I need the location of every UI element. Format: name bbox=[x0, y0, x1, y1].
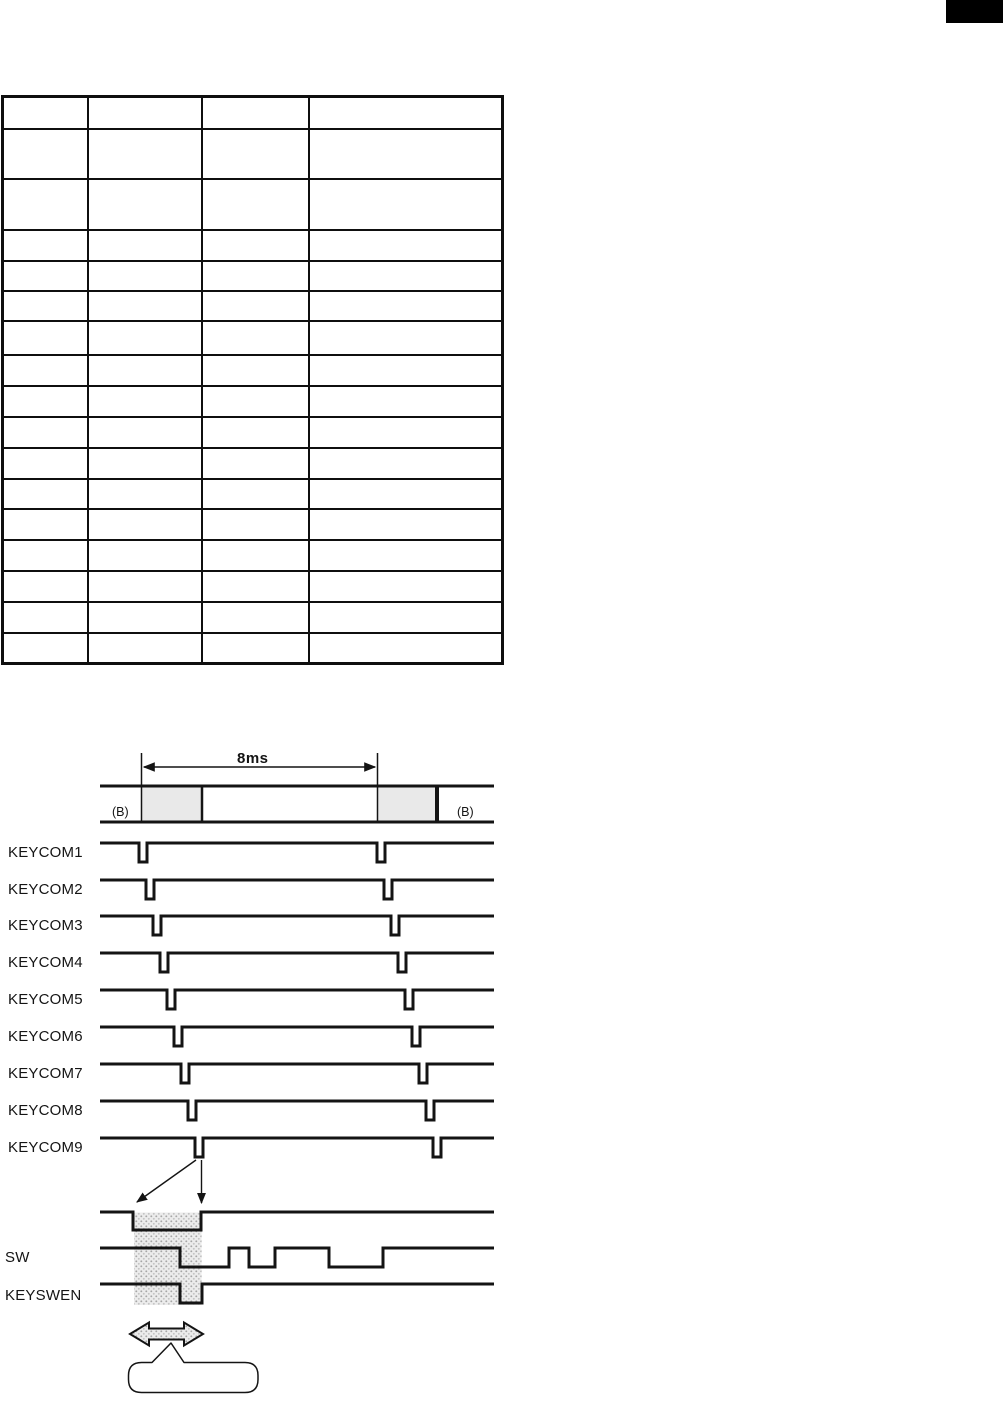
band-segment-b2 bbox=[378, 787, 437, 821]
highlight-column bbox=[134, 1213, 202, 1306]
keycom1-waveform bbox=[100, 843, 494, 862]
phase-b-right-label: (B) bbox=[457, 805, 474, 819]
band-segment-b1 bbox=[141, 787, 202, 821]
keycom1-label: KEYCOM1 bbox=[8, 844, 83, 861]
phase-b-left-label: (B) bbox=[112, 805, 129, 819]
keycom3-waveform bbox=[100, 916, 494, 935]
callout-bubble bbox=[129, 1343, 259, 1393]
period-label: 8ms bbox=[237, 750, 269, 767]
keyswen-label: KEYSWEN bbox=[5, 1287, 82, 1304]
keycom9-waveform bbox=[100, 1138, 494, 1157]
keycom2-waveform bbox=[100, 880, 494, 899]
keycom4-label: KEYCOM4 bbox=[8, 954, 83, 971]
window-start-arrow bbox=[137, 1160, 196, 1202]
keycom2-label: KEYCOM2 bbox=[8, 881, 83, 898]
keycom6-waveform bbox=[100, 1027, 494, 1046]
sw-label: SW bbox=[5, 1249, 30, 1266]
keycom6-label: KEYCOM6 bbox=[8, 1028, 83, 1045]
keycom4-waveform bbox=[100, 953, 494, 972]
keycom5-label: KEYCOM5 bbox=[8, 991, 83, 1008]
keycom7-label: KEYCOM7 bbox=[8, 1065, 83, 1082]
keycom9-label: KEYCOM9 bbox=[8, 1139, 83, 1156]
keycom7-waveform bbox=[100, 1064, 494, 1083]
keycom3-label: KEYCOM3 bbox=[8, 917, 83, 934]
keycom8-waveform bbox=[100, 1101, 494, 1120]
keycom8-label: KEYCOM8 bbox=[8, 1102, 83, 1119]
scan-width-arrow bbox=[130, 1323, 203, 1346]
keycom5-waveform bbox=[100, 990, 494, 1009]
